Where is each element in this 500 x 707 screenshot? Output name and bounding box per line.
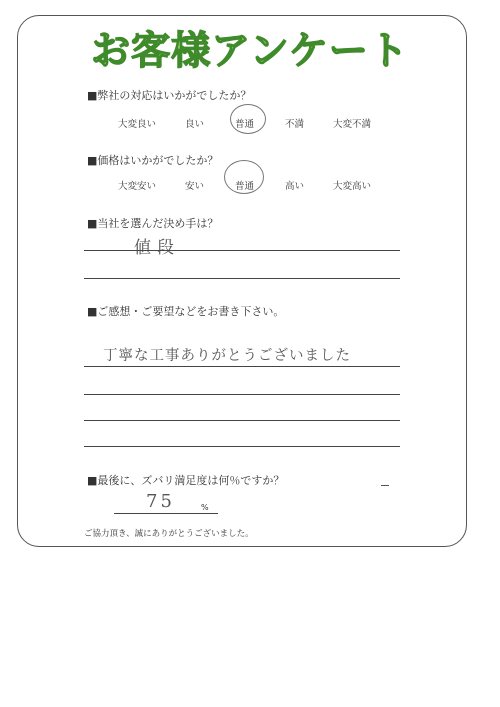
answer-line — [84, 420, 400, 421]
answer-line — [84, 278, 400, 279]
answer-line — [84, 394, 400, 395]
thank-you-note: ご協力頂き、誠にありがとうございました。 — [84, 529, 254, 539]
pen-mark — [381, 485, 389, 486]
answer-reason: 値段 — [134, 238, 180, 258]
answer-line — [84, 366, 400, 367]
question-price: ■価格はいかがでしたか？ — [87, 154, 219, 167]
option-good[interactable]: 良い — [185, 119, 205, 130]
option-unsatisfied[interactable]: 不満 — [285, 119, 305, 130]
percent-unit: % — [201, 503, 209, 512]
option-very-good[interactable]: 大変良い — [118, 119, 157, 130]
option-very-unsatisfied[interactable]: 大変不満 — [333, 119, 372, 130]
question-comments: ■ご感想・ご要望などをお書き下さい。 — [87, 305, 285, 318]
option-normal[interactable]: 普通 — [235, 119, 255, 130]
answer-line — [84, 250, 400, 251]
selection-circle — [224, 160, 264, 194]
selection-circle — [230, 104, 266, 134]
option-very-expensive[interactable]: 大変高い — [333, 181, 372, 192]
question-satisfaction: ■最後に、ズバリ満足度は何％ですか？ — [87, 474, 285, 487]
page-title: お客様アンケート — [91, 29, 409, 74]
option-cheap[interactable]: 安い — [185, 181, 205, 192]
answer-comments: 丁寧な工事ありがとうございました — [103, 348, 351, 364]
answer-line — [114, 513, 218, 514]
answer-satisfaction: 75 — [146, 491, 175, 512]
option-expensive[interactable]: 高い — [285, 181, 305, 192]
answer-line — [84, 446, 400, 447]
option-normal[interactable]: 普通 — [235, 181, 255, 192]
question-service: ■弊社の対応はいかがでしたか？ — [87, 89, 252, 102]
option-very-cheap[interactable]: 大変安い — [118, 181, 157, 192]
question-reason: ■当社を選んだ決め手は？ — [87, 217, 219, 230]
